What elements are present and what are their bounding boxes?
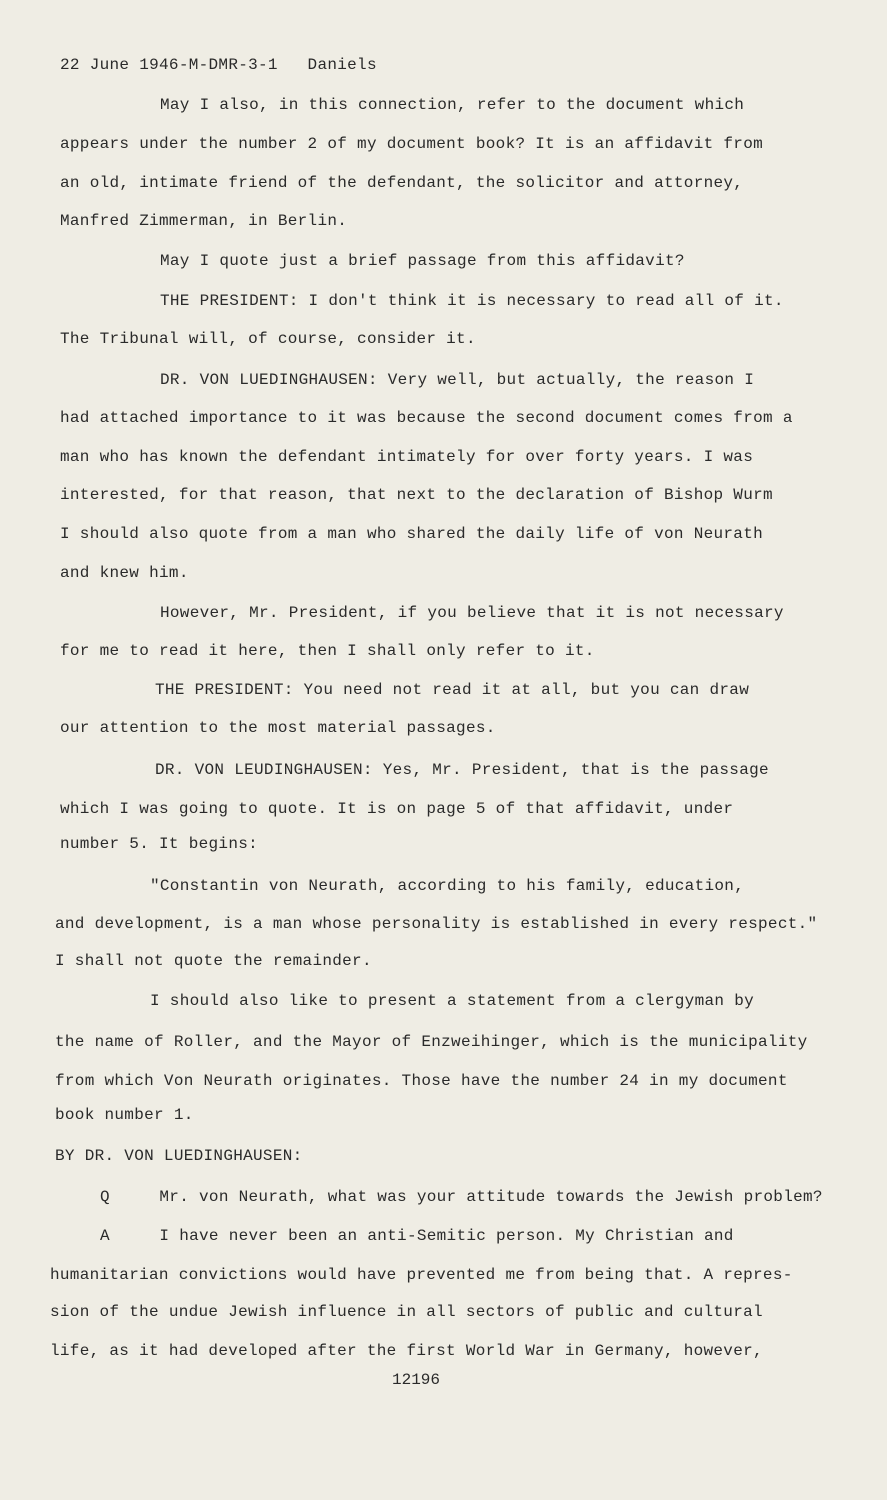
text-line: which I was going to quote. It is on page 5 of that affidavit, under — [60, 800, 734, 818]
text-line: May I also, in this connection, refer to the document which — [160, 96, 745, 114]
text-line: life, as it had developed after the first World War in Germany, however, — [50, 1342, 763, 1360]
text-line: DR. VON LUEDINGHAUSEN: Very well, but actually, the reason I — [160, 371, 755, 389]
text-line: interested, for that reason, that next to the declaration of Bishop Wurm — [60, 486, 773, 504]
text-line: "Constantin von Neurath, according to his family, education, — [150, 877, 745, 895]
page-number: 12196 — [392, 1371, 441, 1389]
text-line: an old, intimate friend of the defendant, the solicitor and attorney, — [60, 174, 744, 192]
text-line: man who has known the defendant intimately for over forty years. I was — [60, 448, 754, 466]
text-line: The Tribunal will, of course, consider it. — [60, 330, 476, 348]
text-line: THE PRESIDENT: I don't think it is necessary to read all of it. — [160, 292, 784, 310]
text-line: sion of the undue Jewish influence in all sectors of public and cultural — [50, 1303, 763, 1321]
text-line: from which Von Neurath originates. Those have the number 24 in my document — [55, 1072, 788, 1090]
text-line: the name of Roller, and the Mayor of Enzweihinger, which is the municipality — [55, 1033, 808, 1051]
text-line: I shall not quote the remainder. — [55, 952, 372, 970]
text-line: and development, is a man whose personality is established in every respect." — [55, 915, 818, 933]
page-header: 22 June 1946-M-DMR-3-1 Daniels — [60, 56, 377, 74]
text-line: Q Mr. von Neurath, what was your attitude towards the Jewish problem? — [100, 1188, 823, 1206]
text-line: book number 1. — [55, 1106, 194, 1124]
text-line: May I quote just a brief passage from this affidavit? — [160, 252, 685, 270]
text-line: I should also quote from a man who shared the daily life of von Neurath — [60, 525, 764, 543]
text-line: BY DR. VON LUEDINGHAUSEN: — [55, 1147, 303, 1165]
text-line: for me to read it here, then I shall only refer to it. — [60, 642, 595, 660]
text-line: appears under the number 2 of my document book? It is an affidavit from — [60, 135, 764, 153]
text-line: THE PRESIDENT: You need not read it at all, but you can draw — [155, 681, 750, 699]
text-line: had attached importance to it was because the second document comes from a — [60, 409, 793, 427]
text-line: DR. VON LEUDINGHAUSEN: Yes, Mr. President, that is the passage — [155, 761, 769, 779]
text-line: and knew him. — [60, 564, 189, 582]
text-line: I should also like to present a statement from a clergyman by — [150, 992, 754, 1010]
text-line: A I have never been an anti-Semitic person. My Christian and — [100, 1227, 734, 1245]
text-line: humanitarian convictions would have prevented me from being that. A repres- — [50, 1266, 793, 1284]
text-line: Manfred Zimmerman, in Berlin. — [60, 212, 348, 230]
text-line: number 5. It begins: — [60, 835, 259, 853]
text-line: However, Mr. President, if you believe that it is not necessary — [160, 604, 784, 622]
text-line: our attention to the most material passages. — [60, 719, 496, 737]
